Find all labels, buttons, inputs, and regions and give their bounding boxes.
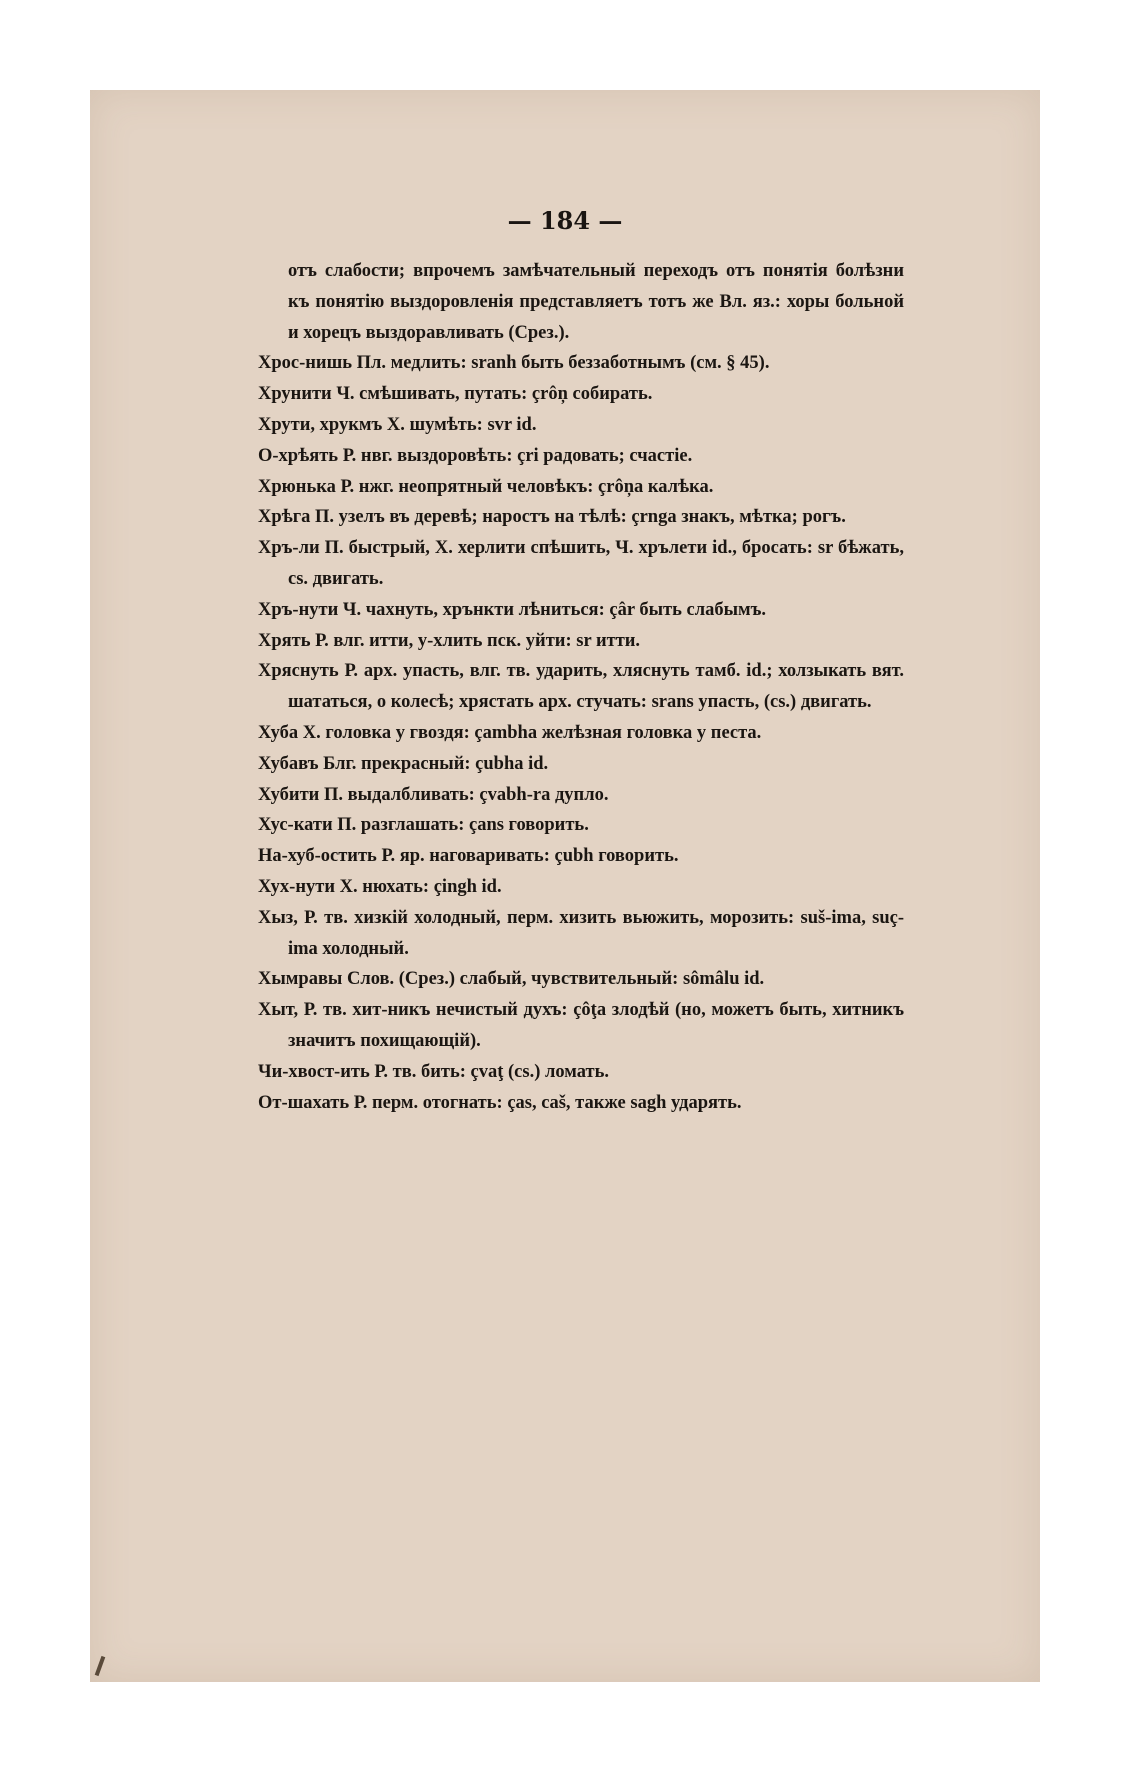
dictionary-entry: Хымравы Слов. (Срез.) слабый, чувствительный: sômâlu id. bbox=[258, 969, 765, 990]
dictionary-entry: Хух-нути Х. нюхать: çingh id. bbox=[258, 876, 502, 897]
dictionary-entry: Хубити П. выдалбливать: çvabh-ra дупло. bbox=[258, 784, 609, 805]
dictionary-entry: Хрос-нишь Пл. медлить: sranh быть беззаботнымъ (см. § 45). bbox=[258, 353, 770, 374]
dictionary-entry: От-шахать Р. перм. отогнать: ças, caš, также sagh ударять. bbox=[258, 1092, 742, 1113]
scanned-page bbox=[90, 90, 1040, 1682]
dictionary-entry: Хряснуть Р. арх. упасть, влг. тв. ударить, хляснуть тамб. id.; холзыкать вят. шататься, о колесѣ; хрястать арх. стучать: srans упасть, (cs.) двигать. bbox=[258, 661, 904, 713]
dictionary-entry: О-хрѣять Р. нвг. выздоровѣть: çri радовать; счастіе. bbox=[258, 445, 693, 466]
page-number: — 184 — bbox=[507, 206, 623, 235]
dictionary-entry: Хубавъ Блг. прекрасный: çubha id. bbox=[258, 753, 549, 774]
dictionary-entry: Хыз, Р. тв. хизкій холодный, перм. хизить вьюжить, морозить: suš-ima, suç-ima холодный. bbox=[258, 907, 904, 959]
dictionary-entry: Хрунити Ч. смѣшивать, путать: çrôņ собирать. bbox=[258, 384, 653, 405]
dictionary-entry: Хрѣга П. узелъ въ деревѣ; наростъ на тѣлѣ: çrnga знакъ, мѣтка; рогъ. bbox=[258, 507, 846, 528]
page-text bbox=[258, 256, 904, 1118]
dictionary-entry: Чи-хвост-ить Р. тв. бить: çvaţ (cs.) ломать. bbox=[258, 1061, 610, 1082]
dictionary-entry: Хръ-нути Ч. чахнуть, хрънкти лѣниться: çâr быть слабымъ. bbox=[258, 599, 767, 620]
dictionary-entry: Хуба Х. головка у гвоздя: çambha желѣзная головка у песта. bbox=[258, 722, 762, 743]
dictionary-entry: Хрюнька Р. нжг. неопрятный человѣкъ: çrôņa калѣка. bbox=[258, 476, 714, 497]
paragraph-continuation: отъ слабости; впрочемъ замѣчательный переходъ отъ понятія болѣзни къ понятію выздоровленія представляетъ тотъ же Вл. яз.: хоры больной и хорецъ выздоравливать (Срез.). bbox=[288, 261, 904, 343]
dictionary-entry: Хрути, хрукмъ Х. шумѣть: svr id. bbox=[258, 414, 537, 435]
dictionary-entry: Хрять Р. влг. итти, у-хлить пск. уйти: sr итти. bbox=[258, 630, 641, 651]
dictionary-entry: Хръ-ли П. быстрый, Х. херлити спѣшить, Ч. хрълети id., бросать: sr бѣжать, cs. двигать. bbox=[258, 538, 904, 589]
scan-edge-mark bbox=[95, 1656, 106, 1676]
dictionary-entry: Хус-кати П. разглашать: çans говорить. bbox=[258, 815, 589, 836]
dictionary-entry: На-хуб-остить Р. яр. наговаривать: çubh говорить. bbox=[258, 846, 679, 867]
dictionary-entry: Хыт, Р. тв. хит-никъ нечистый духъ: çôţa злодѣй (но, можетъ быть, хитникъ значитъ похищающій). bbox=[258, 1000, 904, 1051]
